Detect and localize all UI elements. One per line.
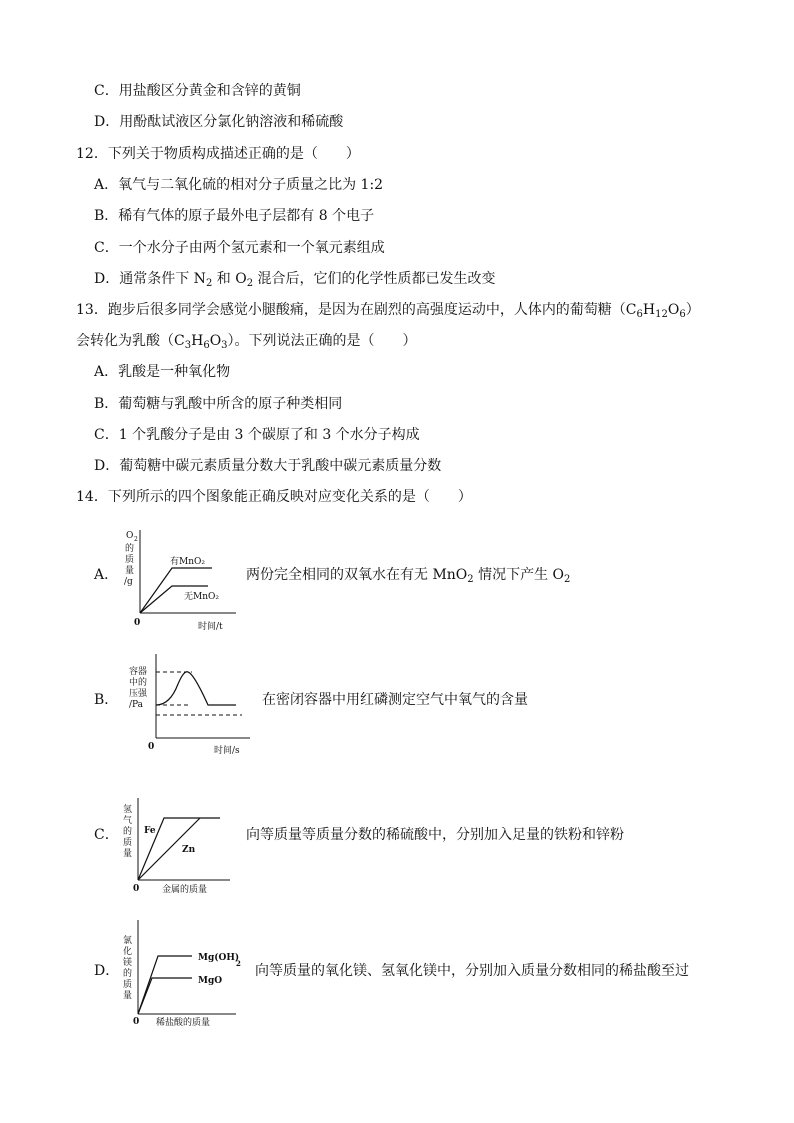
q11-option-c: C．用盐酸区分黄金和含锌的黄铜 <box>94 83 301 99</box>
q14-b-label: B． <box>94 692 119 708</box>
q12-option-c: C．一个水分子由两个氢元素和一个氧元素组成 <box>94 240 385 256</box>
series-label: Zn <box>182 845 196 855</box>
q14-d-graph <box>118 918 253 1030</box>
q14-c-description: 向等质量等质量分数的稀硫酸中，分别加入足量的铁粉和锌粉 <box>246 827 624 843</box>
ylabel-char: 气 <box>123 816 133 826</box>
q14-stem: 14．下列所示的四个图象能正确反映对应变化关系的是（ ） <box>76 489 472 505</box>
q14-b-description: 在密闭容器中用红磷测定空气中氧气的含量 <box>262 692 528 708</box>
series-line-mgoh2 <box>138 956 192 1014</box>
ylabel-char: 质 <box>123 980 133 990</box>
ylabel-line: 中的 <box>129 678 148 688</box>
x-axis-label: 稀盐酸的质量 <box>156 1018 211 1028</box>
q13-option-c: C．1 个乳酸分子是由 3 个碳原了和 3 个水分子构成 <box>94 427 420 443</box>
x-axis-label: 金属的质量 <box>162 885 208 895</box>
ylabel-char: /g <box>124 577 133 587</box>
q14-d-label: D． <box>94 963 120 979</box>
q13-option-a: A．乳酸是一种氧化物 <box>94 364 231 380</box>
pressure-curve <box>156 672 236 705</box>
q12-option-d: D．通常条件下 $N_2$ 和 $O_2$ 混合后，它们的化学性质都已发生改变 <box>94 271 496 289</box>
ylabel-line: 压强 <box>129 689 148 699</box>
series-line-with-mno2 <box>140 568 212 613</box>
series-label: 有MnO₂ <box>170 557 205 567</box>
series-label: Mg(OH) <box>198 953 240 963</box>
q13-stem-line1: 13．跑步后很多同学会感觉小腿酸痛，是因为在剧烈的高强度运动中，人体内的葡萄糖$(C_6H_{12}O_6)$ <box>76 302 700 320</box>
series-label: MgO <box>198 976 223 986</box>
q13-stem-line2: 会转化为乳酸$(C_3H_6O_3)$。下列说法正确的是（ ） <box>76 333 417 351</box>
ylabel-char: 2 <box>134 536 138 543</box>
series-label: Fe <box>144 826 156 836</box>
q13-option-d: D．葡萄糖中碳元素质量分数大于乳酸中碳元素质量分数 <box>94 458 442 474</box>
origin-label: 0 <box>134 618 141 628</box>
origin-label: 0 <box>133 884 140 894</box>
series-label: 无MnO₂ <box>184 592 219 602</box>
ylabel-char: 的 <box>123 827 133 837</box>
ylabel-char: 的 <box>123 969 133 979</box>
ylabel-char: 量 <box>123 849 133 859</box>
q14-a-label: A． <box>94 567 119 583</box>
q14-a-description: 两份完全相同的双氧水在有无 MnO$_2$ 情况下产生 $O_2$ <box>246 567 571 585</box>
ylabel-char: 质 <box>123 838 133 848</box>
ylabel-char: 量 <box>123 991 133 1001</box>
q12-stem: 12．下列关于物质构成描述正确的是（ ） <box>76 146 360 162</box>
ylabel-char: 的 <box>125 544 135 554</box>
ylabel-line: /Pa <box>129 700 144 710</box>
q14-b-graph <box>126 652 256 756</box>
ylabel-char: 化 <box>123 947 133 957</box>
ylabel-line: 容器 <box>129 667 148 677</box>
ylabel-char: 氯 <box>123 936 133 946</box>
q12-option-b: B．稀有气体的原子最外电子层都有 8 个电子 <box>94 208 375 224</box>
q13-option-b: B．葡萄糖与乳酸中所含的原子种类相同 <box>94 396 343 412</box>
ylabel-char: O <box>126 531 134 541</box>
q12-option-a: A．氧气与二氧化硫的相对分子质量之比为 1:2 <box>94 177 384 193</box>
ylabel-char: 氢 <box>123 805 133 815</box>
q14-a-graph <box>118 528 248 636</box>
ylabel-char: 质 <box>125 555 135 565</box>
q14-d-description: 向等质量的氧化镁、氢氧化镁中，分别加入质量分数相同的稀盐酸至过 <box>255 963 689 979</box>
series-label-sub: 2 <box>236 959 241 968</box>
q14-c-label: C． <box>94 827 119 843</box>
origin-label: 0 <box>148 742 155 752</box>
origin-label: 0 <box>133 1017 140 1027</box>
q11-option-d: D．用酚酞试液区分氯化钠溶液和稀硫酸 <box>94 114 344 130</box>
x-axis-label: 时间/s <box>214 746 240 756</box>
q14-c-graph <box>118 796 238 898</box>
ylabel-char: 量 <box>125 566 135 576</box>
series-line-mgo <box>138 978 192 1014</box>
x-axis-label: 时间/t <box>198 622 223 632</box>
ylabel-char: 镁 <box>123 958 133 968</box>
